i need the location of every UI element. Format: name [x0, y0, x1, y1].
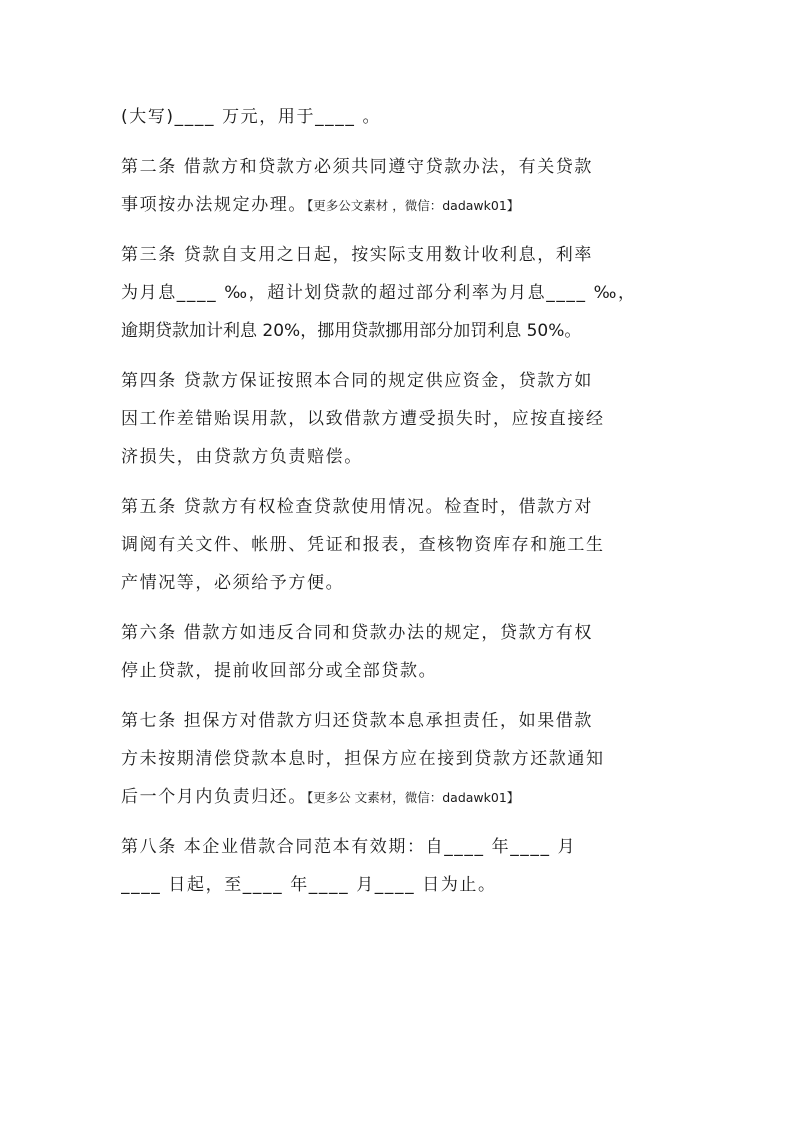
- text-line: 逾期贷款加计利息 20%，挪用贷款挪用部分加罚利息 50%。: [121, 321, 582, 341]
- text-line: 第七条 担保方对借款方归还贷款本息承担责任，如果借款: [121, 711, 594, 731]
- text-line: 产情况等，必须给予方便。: [121, 573, 345, 593]
- article-4: [121, 362, 673, 476]
- text-line: [121, 778, 673, 816]
- text-line: 第二条 借款方和贷款方必须共同遵守贷款办法，有关贷款: [121, 157, 594, 177]
- text-line: 为月息____ ‰，超计划贷款的超过部分利率为月息____ ‰，: [121, 283, 637, 303]
- text-line: 第四条 贷款方保证按照本合同的规定供应资金，贷款方如: [121, 371, 594, 391]
- text-line: 方未按期清偿贷款本息时，担保方应在接到贷款方还款通知: [121, 749, 605, 769]
- text-line: [121, 186, 673, 224]
- article-6: [121, 614, 673, 690]
- article-2: [121, 148, 673, 224]
- text-line: 调阅有关文件、帐册、凭证和报表，查核物资库存和施工生: [121, 535, 605, 555]
- document-body: [121, 98, 673, 916]
- text-line: 停止贷款，提前收回部分或全部贷款。: [121, 661, 438, 681]
- watermark-note: 【更多公文素材 ，微信：dadawk01】: [307, 198, 520, 213]
- text-line: 第三条 贷款自支用之日起，按实际支用数计收利息，利率: [121, 245, 594, 265]
- watermark-note: 【更多公 文素材，微信：dadawk01】: [307, 790, 520, 805]
- paragraph-fragment: [121, 98, 673, 136]
- text-line: (大写)____ 万元，用于____ 。: [121, 107, 382, 127]
- article-8: [121, 828, 673, 904]
- text-line: 因工作差错贻误用款，以致借款方遭受损失时，应按直接经: [121, 409, 605, 429]
- line-text: 后一个月内负责归还。: [121, 787, 307, 807]
- article-3: [121, 236, 673, 350]
- text-line: 济损失，由贷款方负责赔偿。: [121, 447, 363, 467]
- text-line: 第八条 本企业借款合同范本有效期：自____ 年____ 月: [121, 837, 577, 857]
- article-7: [121, 702, 673, 816]
- line-text: 事项按办法规定办理。: [121, 195, 307, 215]
- text-line: 第五条 贷款方有权检查贷款使用情况。检查时，借款方对: [121, 497, 594, 517]
- text-line: ____ 日起，至____ 年____ 月____ 日为止。: [121, 875, 497, 895]
- article-5: [121, 488, 673, 602]
- text-line: 第六条 借款方如违反合同和贷款办法的规定，贷款方有权: [121, 623, 594, 643]
